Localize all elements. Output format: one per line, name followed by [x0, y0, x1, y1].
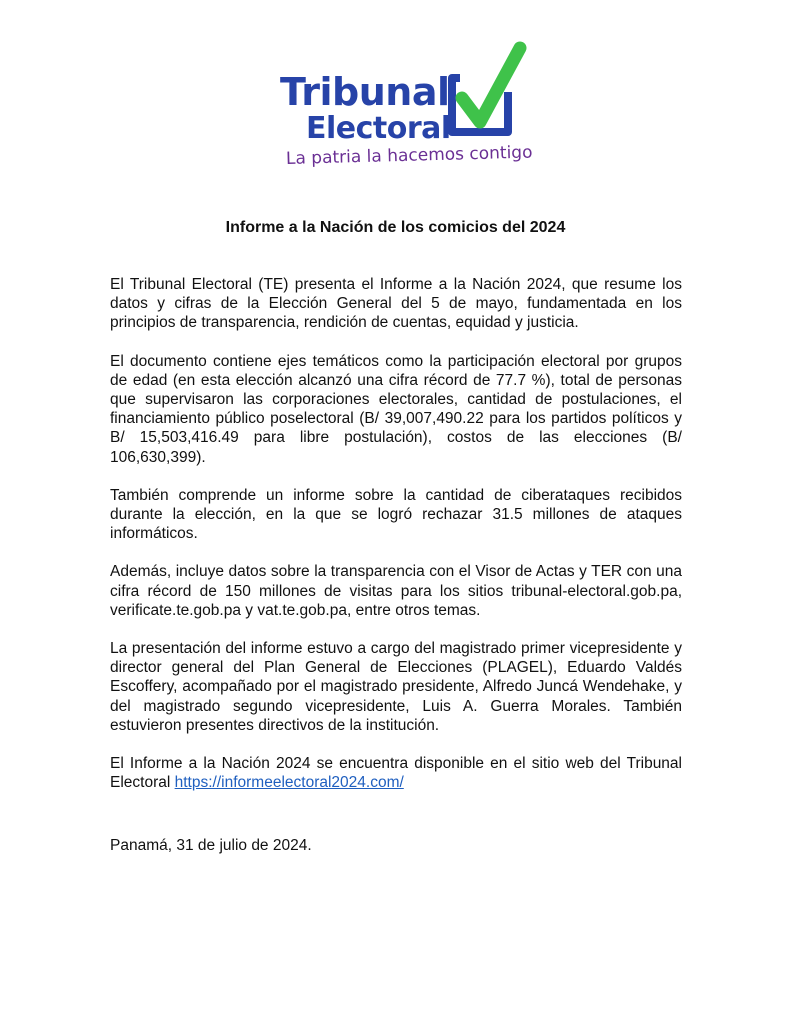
tribunal-electoral-logo [270, 40, 540, 190]
paragraph-transparency: Además, incluye datos sobre la transparencia con el Visor de Actas y TER con una cifra récord de 150 millones de visitas para los sitios tribunal-electoral.gob.pa, verificate.te.gob.pa y vat.te.gob.pa, entre otros temas. [110, 563, 682, 619]
availability-text: El Informe a la Nación 2024 se encuentra disponible en el sitio web del Tribunal Electoral [110, 755, 682, 792]
logo-text-tribunal: Tribunal [280, 70, 450, 114]
ballot-checkmark-icon [446, 40, 528, 144]
paragraph-intro: El Tribunal Electoral (TE) presenta el Informe a la Nación 2024, que resume los datos y cifras de la Elección General del 5 de mayo, fundamentada en los principios de transparencia, rendición de cuentas, equidad y justicia. [110, 276, 682, 332]
document-body [110, 275, 682, 811]
informe-website-link[interactable]: https://informeelectoral2024.com/ [174, 774, 404, 792]
document-date: Panamá, 31 de julio de 2024. [110, 837, 312, 854]
paragraph-thematic-axes: El documento contiene ejes temáticos como la participación electoral por grupos de edad (en esta elección alcanzó una cifra récord de 77.7 %), total de personas que supervisaron las corporaciones electorales, cantidad de postulaciones, el financiamiento público poselectoral (B/ 39,007,490.22 para los partidos políticos y B/ 15,503,416.49 para libre postulación), costos de las elecciones (B/ 106,630,399). [110, 352, 682, 466]
logo-tagline: La patria la hacemos contigo [285, 142, 533, 169]
paragraph-cyberattacks: También comprende un informe sobre la cantidad de ciberataques recibidos durante la elección, en la que se logró rechazar 31.5 millones de ataques informáticos. [110, 486, 682, 543]
document-title: Informe a la Nación de los comicios del 2024 [225, 219, 566, 236]
paragraph-presentation: La presentación del informe estuvo a cargo del magistrado primer vicepresidente y director general del Plan General de Elecciones (PLAGEL), Eduardo Valdés Escoffery, acompañado por el magistrado presidente, Alfredo Juncá Wendehake, y del magistrado segundo vicepresidente, Luis A. Guerra Morales. También estuvieron presentes directivos de la institución. [110, 640, 682, 734]
paragraph-availability [110, 754, 682, 792]
logo-text-electoral: Electoral [306, 111, 451, 146]
